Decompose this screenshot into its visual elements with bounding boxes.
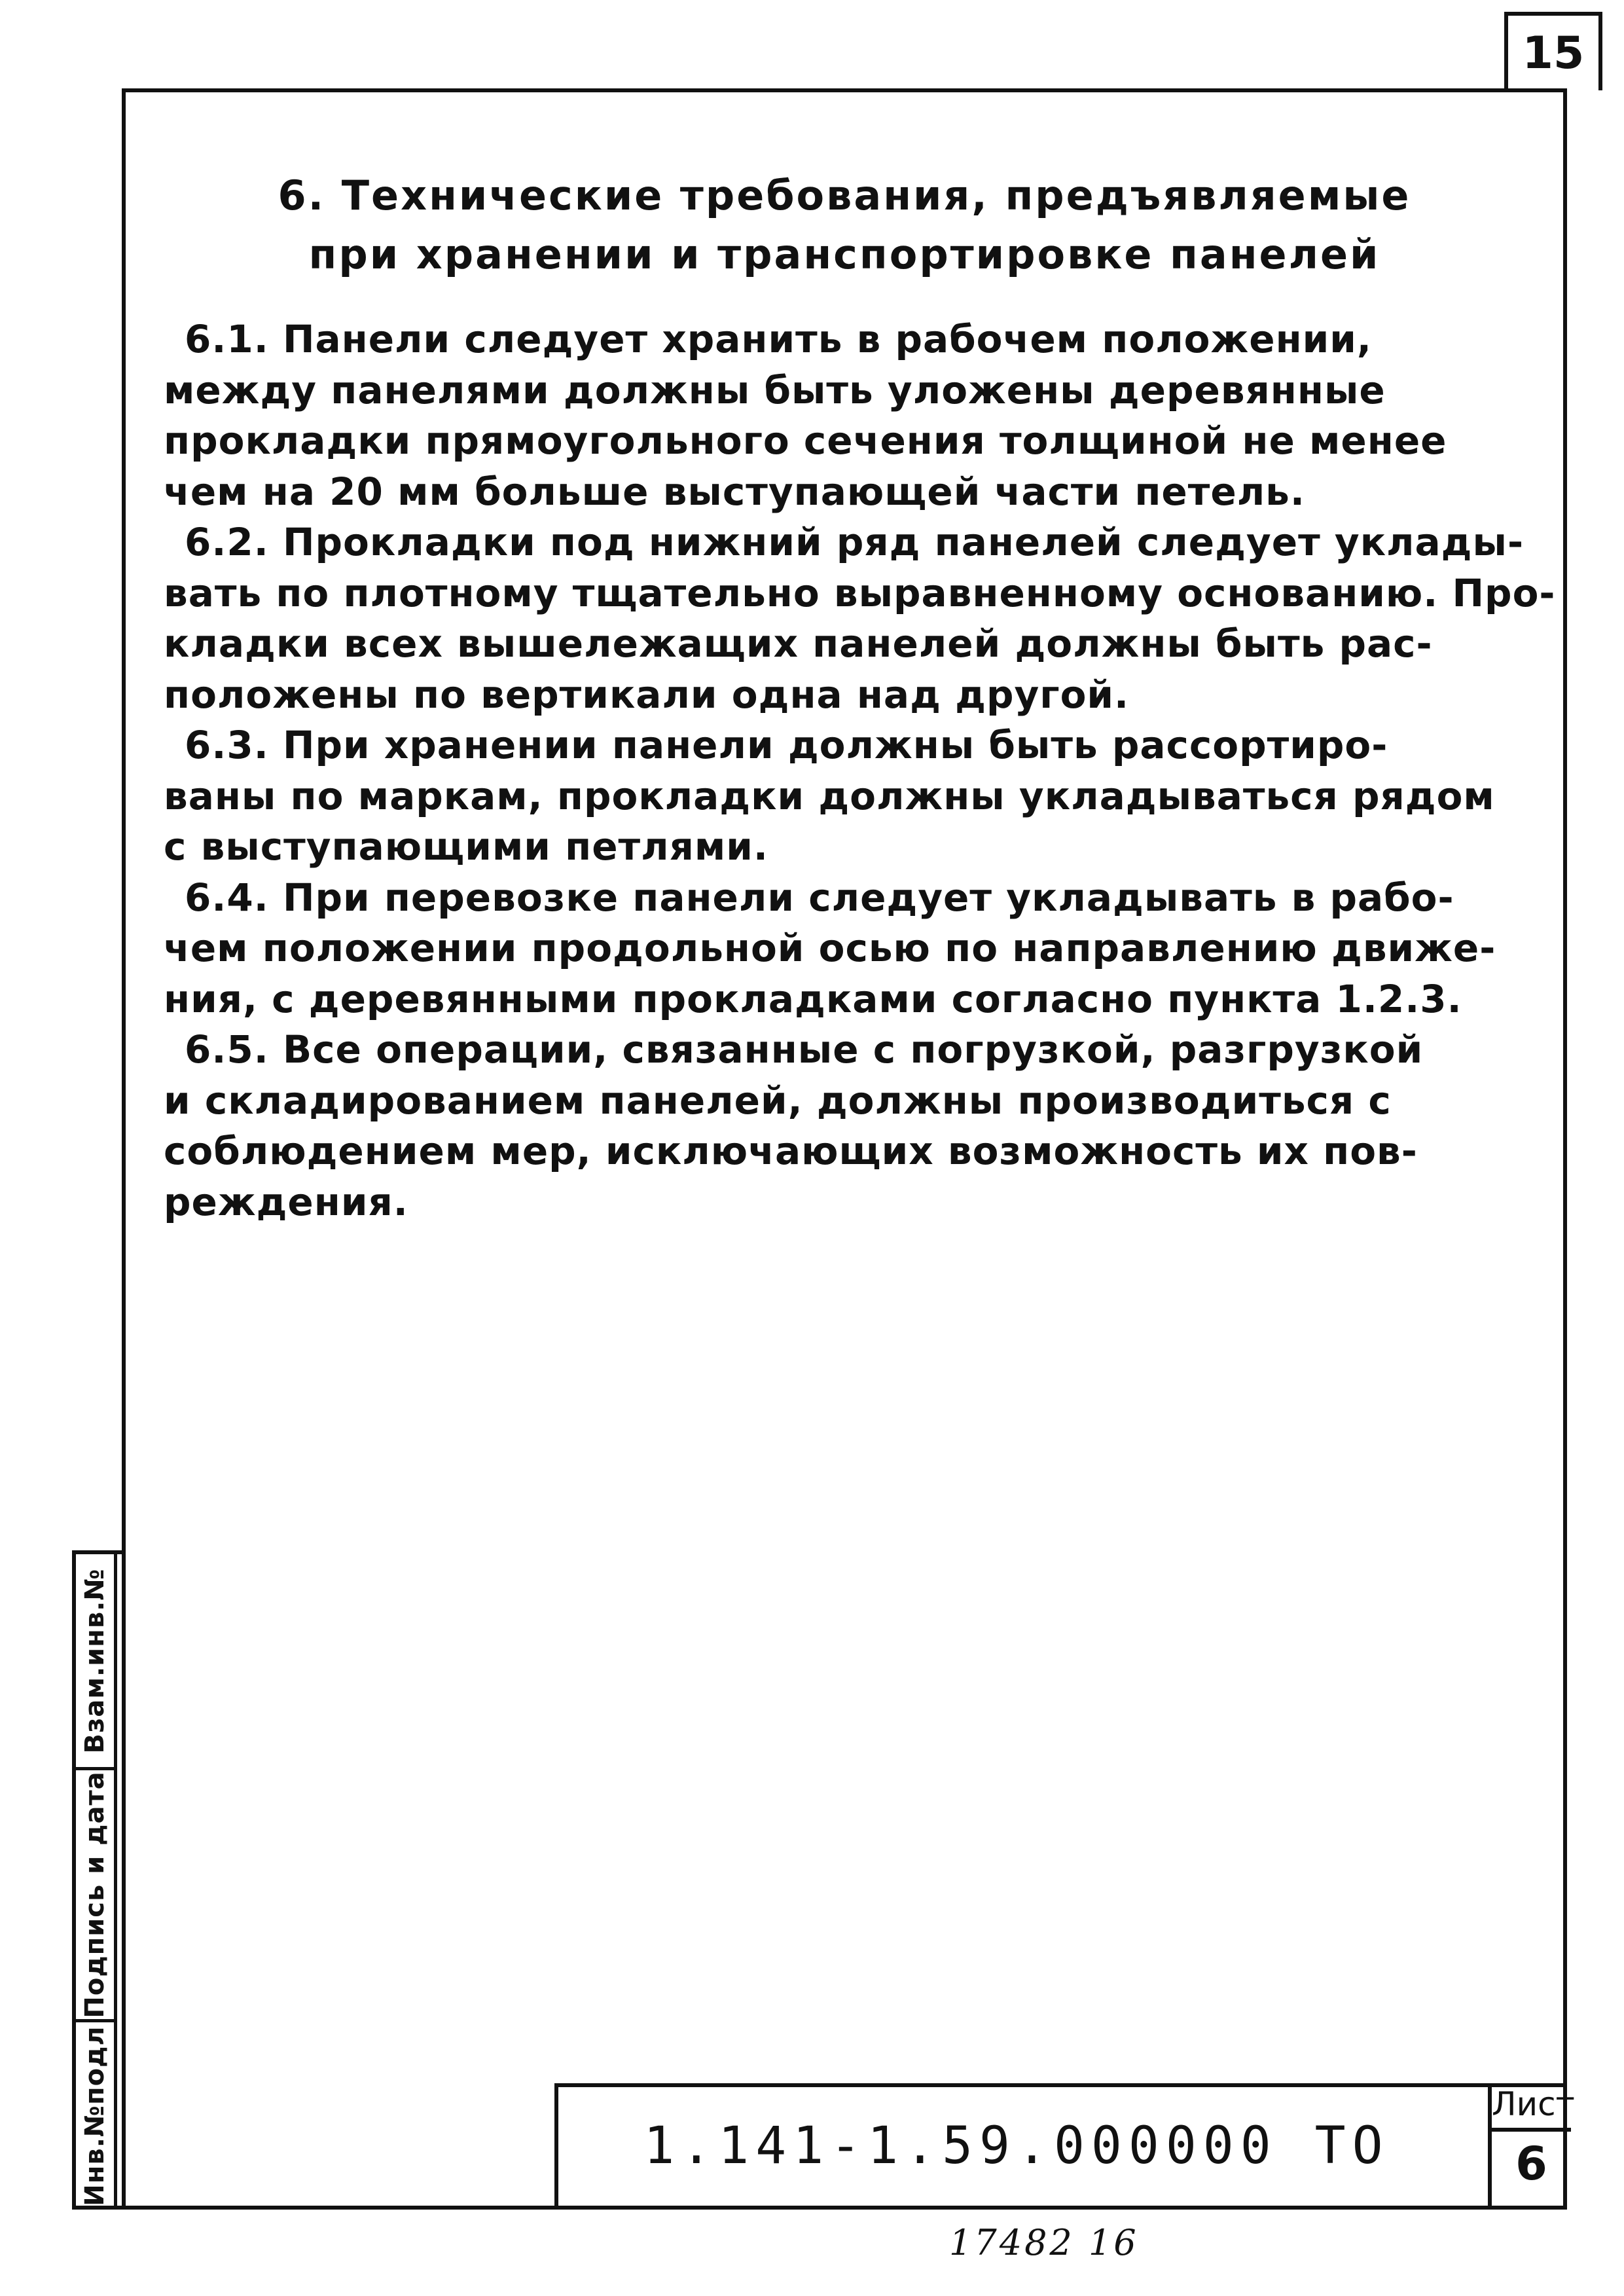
side-stamp-column [76,1554,117,2206]
side-stamp-signature-label: Подпись и дата [80,1771,110,2018]
body-line: между панелями должны быть уложены деревянные [164,367,1386,412]
side-stamp-replacement-label: Взам.инв.№ [80,1568,110,1753]
body-line: 6.2. Прокладки под нижний ряд панелей следует уклады- [185,520,1525,564]
section-heading-line-1: 6. Технические требования, предъявляемые [278,172,1411,219]
side-stamp-cell-inventory [76,2022,114,2210]
body-line: 6.4. При перевозке панели следует укладывать в рабо- [185,875,1454,920]
page-number-box [1504,12,1602,90]
section-heading-line-2: при хранении и транспортировке панелей [308,230,1380,278]
body-line: 6.5. Все операции, связанные с погрузкой, разгрузкой [185,1027,1424,1072]
page-number: 15 [1522,27,1585,79]
side-stamp-cell-replacement [76,1554,114,1770]
body-line: ния, с деревянными прокладками согласно пункта 1.2.3. [164,976,1462,1021]
body-line: и складированием панелей, должны производиться с [164,1078,1392,1123]
body-line: кладки всех вышележащих панелей должны быть рас- [164,621,1433,666]
sheet-number: 6 [1515,2137,1547,2191]
body-line: положены по вертикали одна над другой. [164,672,1130,717]
body-line: чем на 20 мм больше выступающей части петель. [164,469,1305,514]
body-line: 6.3. При хранении панели должны быть рассортиро- [185,723,1388,767]
side-stamp [72,1550,122,2210]
body-line: чем положении продольной осью по направлению движе- [164,926,1496,970]
body-line: ваны по маркам, прокладки должны укладываться рядом [164,773,1495,818]
sheet-label: Лист [1492,2083,1571,2132]
side-stamp-inventory-label: Инв.№подл [80,2026,110,2206]
body-line: соблюдением мер, исключающих возможность их пов- [164,1129,1418,1173]
body-line: 6.1. Панели следует хранить в рабочем положении, [185,317,1372,361]
section-body [164,314,1556,1228]
sheet-column [1488,2083,1575,2210]
body-line: вать по плотному тщательно выравненному основанию. Про- [164,570,1556,615]
body-line: реждения. [164,1179,408,1224]
title-block [554,2083,1575,2210]
handwritten-note: 17482 16 [949,2222,1139,2263]
body-line: прокладки прямоугольного сечения толщиной не менее [164,418,1447,463]
document-designation: 1.141-1.59.000000 ТО [643,2117,1390,2176]
body-line: с выступающими петлями. [164,824,768,869]
side-stamp-cell-signature [76,1770,114,2022]
